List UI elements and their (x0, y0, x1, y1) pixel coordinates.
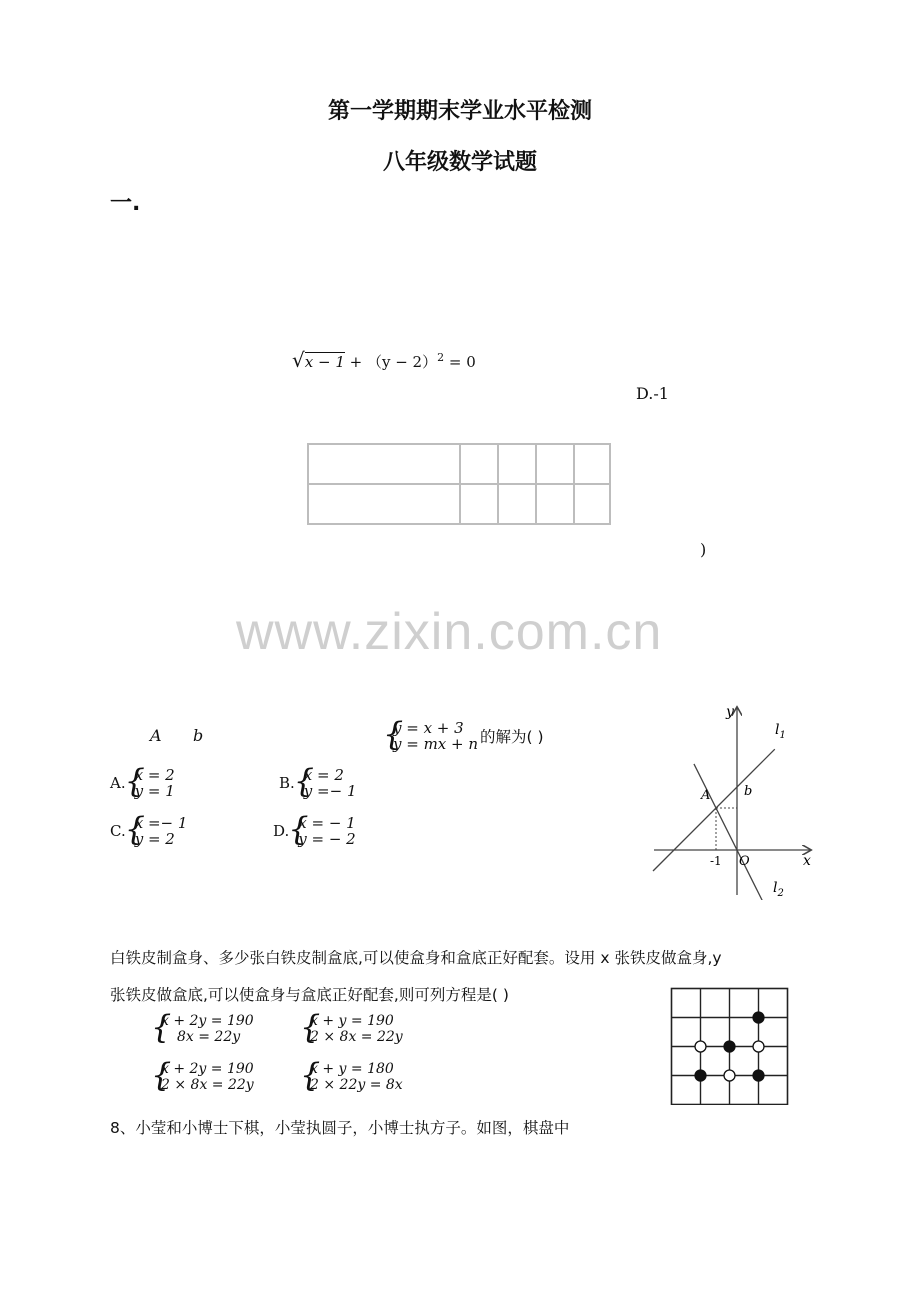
table-cell (574, 484, 610, 524)
option-system (289, 815, 355, 847)
equation-rest: + （y − 2） (344, 353, 438, 371)
option-letter: C. (110, 822, 126, 840)
black-stone (753, 1070, 764, 1081)
section-label: 一. (110, 191, 141, 216)
q7-option-1 (152, 1013, 254, 1045)
b-label: b (744, 784, 753, 799)
page-subtitle: 八年级数学试题 (382, 150, 537, 175)
line-l1 (653, 749, 775, 871)
system-line: y = mx + n (393, 735, 479, 753)
l2-label: $l_2$ (773, 880, 784, 899)
system-line: { x + y = 180 (310, 1061, 394, 1077)
sqrt-symbol: √ (292, 348, 305, 372)
system-line: y = − 2 (298, 830, 356, 848)
q6-stem-tail: 的解为( ) (480, 728, 544, 746)
q7-option-4 (301, 1061, 403, 1093)
system-line: { x + 2y = 190 (161, 1013, 254, 1029)
q6-option-b (279, 767, 357, 799)
q6-option-a (110, 767, 175, 799)
white-stone (695, 1041, 706, 1052)
table-cell (308, 444, 460, 484)
closing-paren: ) (700, 540, 707, 559)
option-letter: A. (110, 774, 126, 792)
table-cell (498, 444, 536, 484)
system-line: { x = − 1 (298, 814, 356, 832)
option-system (126, 815, 188, 847)
option-letter: B. (279, 774, 295, 792)
origin-label: O (739, 854, 750, 869)
white-stone (724, 1070, 735, 1081)
black-stone (724, 1041, 735, 1052)
table-cell (536, 444, 574, 484)
sqrt-argument: x − 1 (304, 353, 345, 371)
sqrt-equation (292, 350, 476, 370)
option-system (301, 1013, 403, 1045)
system-line: 8x = 22y (177, 1029, 241, 1045)
line-l2 (694, 764, 772, 900)
label-a: A (150, 726, 162, 745)
table-cell (498, 484, 536, 524)
option-system (295, 767, 357, 799)
table-cell (536, 484, 574, 524)
system-line: 2 × 8x = 22y (161, 1077, 254, 1093)
table-cell (308, 484, 460, 524)
system-line: { x = 2 (303, 766, 344, 784)
q6-equation-system (384, 720, 478, 752)
table-cell (460, 444, 498, 484)
label-b: b (193, 726, 204, 745)
blank-table (307, 443, 611, 525)
system-line: { x + 2y = 190 (161, 1061, 254, 1077)
system-line: 2 × 22y = 8x (310, 1077, 403, 1093)
q7-option-3 (152, 1061, 254, 1093)
option-system (301, 1061, 403, 1093)
q6-option-d (273, 815, 356, 847)
linear-functions-graph (640, 700, 820, 900)
option-system (126, 767, 175, 799)
white-stone (753, 1041, 764, 1052)
option-system (152, 1061, 254, 1093)
q6-stem (384, 720, 544, 752)
q7-line-2: 张铁皮做盒底,可以使盒身与盒底正好配套,则可列方程是( ) (110, 986, 509, 1004)
x-axis-label: x (803, 853, 811, 869)
page-title: 第一学期期末学业水平检测 (327, 99, 592, 124)
system-line: y = 1 (134, 782, 175, 800)
system-line: y = 2 (134, 830, 175, 848)
point-a-label: A (701, 788, 711, 803)
black-stone (753, 1012, 764, 1023)
table-cell (574, 444, 610, 484)
option-d-text: D.-1 (636, 384, 669, 403)
system-line: { x =− 1 (134, 814, 188, 832)
option-system (152, 1013, 254, 1045)
system-line: 2 × 8x = 22y (310, 1029, 403, 1045)
table-row (308, 444, 610, 484)
option-letter: D. (273, 822, 290, 840)
watermark: www.zixin.com.cn (236, 603, 663, 661)
minus-one-label: -1 (710, 854, 722, 868)
q7-option-2 (301, 1013, 403, 1045)
table-cell (460, 484, 498, 524)
system-line: y =− 1 (303, 782, 357, 800)
l1-label: $l_1$ (775, 722, 786, 741)
q6-option-c (110, 815, 187, 847)
system-line: { x = 2 (134, 766, 175, 784)
y-axis-label: y (726, 704, 734, 720)
equation-exponent: 2 (437, 351, 445, 364)
system-line: { x + y = 190 (310, 1013, 394, 1029)
black-stone (695, 1070, 706, 1081)
q7-line-1: 白铁皮制盒身、多少张白铁皮制盒底,可以使盒身和盒底正好配套。设用 x 张铁皮做盒身,y (110, 949, 722, 967)
chess-board (670, 987, 789, 1105)
equation-equals: = 0 (444, 353, 476, 371)
q8-text: 8、小莹和小博士下棋，小莹执圆子，小博士执方子。如图，棋盘中 (110, 1119, 570, 1137)
table-row (308, 484, 610, 524)
system-line: { y = x + 3 (393, 719, 464, 737)
